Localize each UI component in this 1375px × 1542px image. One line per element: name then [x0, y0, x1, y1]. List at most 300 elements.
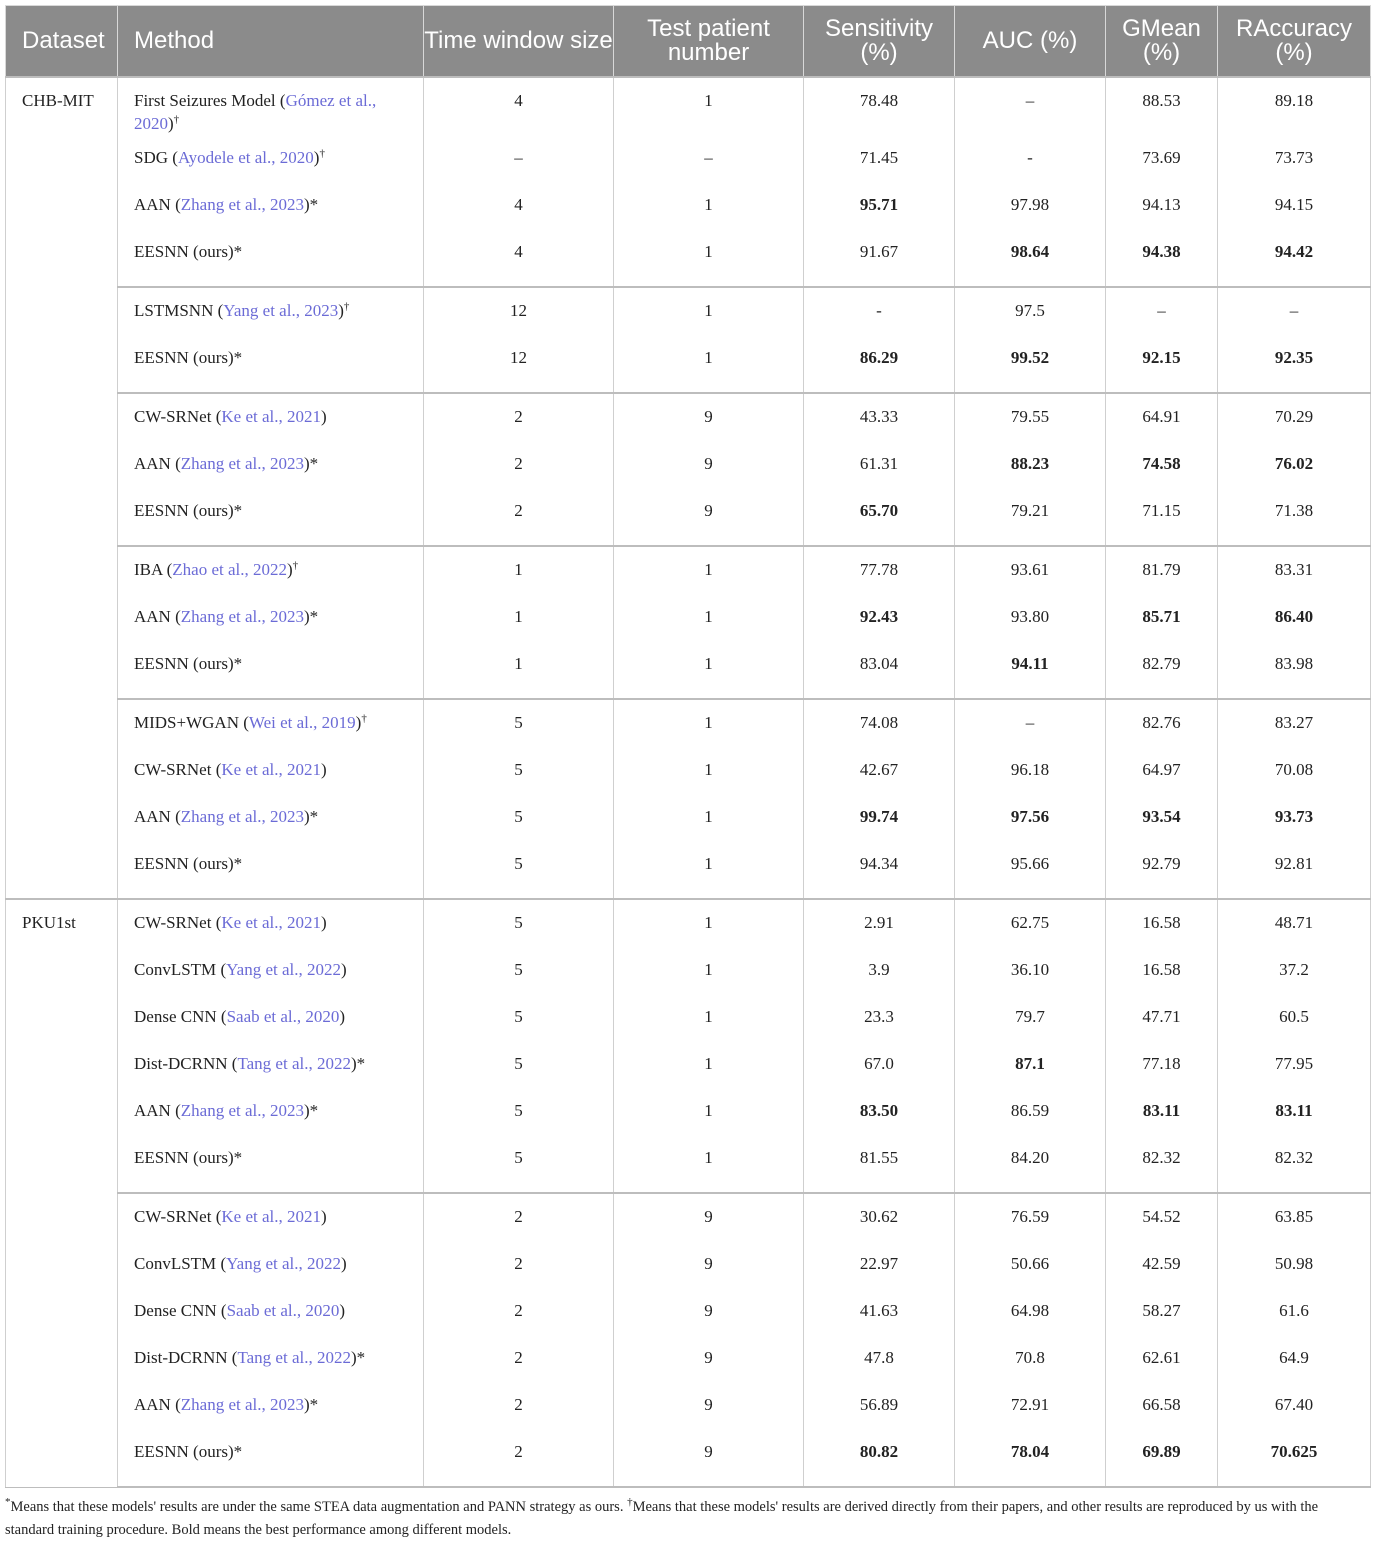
results-table — [5, 5, 1371, 1488]
citation-link[interactable]: Tang et al., 2022 — [237, 1348, 351, 1367]
value-cell-tp: 9 — [614, 1193, 804, 1241]
table-row — [6, 994, 1371, 1041]
value-cell-racc: 73.73 — [1218, 135, 1371, 182]
value-cell-tp: 9 — [614, 1335, 804, 1382]
method-mark: * — [309, 1101, 319, 1120]
table-row — [6, 441, 1371, 488]
value-cell-racc: 83.27 — [1218, 699, 1371, 747]
results-table-body — [6, 77, 1371, 1487]
value-cell-tw: 5 — [424, 747, 614, 794]
value-cell-racc: 61.6 — [1218, 1288, 1371, 1335]
method-cell: Dist-DCRNN (Tang et al., 2022)* — [118, 1041, 424, 1088]
value-cell-tw: 2 — [424, 1193, 614, 1241]
value-cell-auc: 93.80 — [955, 594, 1106, 641]
table-row — [6, 287, 1371, 335]
value-cell-sens: 80.82 — [804, 1429, 955, 1487]
value-cell-tp: 1 — [614, 1088, 804, 1135]
value-cell-gmean: 42.59 — [1106, 1241, 1218, 1288]
table-row — [6, 841, 1371, 899]
method-cell: LSTMSNN (Yang et al., 2023)† — [118, 287, 424, 335]
method-cell: Dist-DCRNN (Tang et al., 2022)* — [118, 1335, 424, 1382]
value-cell-gmean: 69.89 — [1106, 1429, 1218, 1487]
value-cell-auc: – — [955, 699, 1106, 747]
value-cell-sens: 47.8 — [804, 1335, 955, 1382]
value-cell-tp: 1 — [614, 77, 804, 135]
value-cell-sens: - — [804, 287, 955, 335]
citation-link[interactable]: Ke et al., 2021 — [221, 407, 321, 426]
method-cell: MIDS+WGAN (Wei et al., 2019)† — [118, 699, 424, 747]
method-cell — [118, 335, 424, 393]
method-cell: AAN (Zhang et al., 2023)* — [118, 594, 424, 641]
citation-link[interactable]: Tang et al., 2022 — [237, 1054, 351, 1073]
value-cell-tw: 2 — [424, 1335, 614, 1382]
value-cell-racc: 94.42 — [1218, 229, 1371, 287]
value-cell-tw: 4 — [424, 182, 614, 229]
value-cell-racc: 83.11 — [1218, 1088, 1371, 1135]
value-cell-tw: 5 — [424, 899, 614, 947]
header-dataset: Dataset — [6, 6, 118, 78]
value-cell-gmean: 64.97 — [1106, 747, 1218, 794]
value-cell-racc: 86.40 — [1218, 594, 1371, 641]
method-cell: ConvLSTM (Yang et al., 2022) — [118, 947, 424, 994]
value-cell-tp: 1 — [614, 699, 804, 747]
value-cell-gmean: 16.58 — [1106, 947, 1218, 994]
citation-link[interactable]: Yang et al., 2022 — [226, 1254, 342, 1273]
value-cell-gmean: 74.58 — [1106, 441, 1218, 488]
method-mark: † — [361, 712, 367, 725]
method-cell — [118, 229, 424, 287]
value-cell-tp: 1 — [614, 899, 804, 947]
value-cell-tp: 9 — [614, 1288, 804, 1335]
value-cell-gmean: 77.18 — [1106, 1041, 1218, 1088]
value-cell-sens: 83.04 — [804, 641, 955, 699]
value-cell-tw: 1 — [424, 546, 614, 594]
header-auc: AUC (%) — [955, 6, 1106, 78]
value-cell-sens: 71.45 — [804, 135, 955, 182]
method-mark: * — [356, 1054, 366, 1073]
value-cell-auc: 95.66 — [955, 841, 1106, 899]
citation-link[interactable]: Zhao et al., 2022 — [172, 560, 287, 579]
method-name: EESNN (ours) — [134, 1148, 234, 1167]
method-name: EESNN (ours) — [134, 1442, 234, 1461]
dataset-cell: PKU1st — [6, 899, 118, 1487]
value-cell-tw: 4 — [424, 229, 614, 287]
table-row — [6, 794, 1371, 841]
table-row — [6, 699, 1371, 747]
citation-link[interactable]: Ke et al., 2021 — [221, 1207, 321, 1226]
value-cell-tp: 1 — [614, 594, 804, 641]
value-cell-tp: 1 — [614, 182, 804, 229]
value-cell-racc: 83.31 — [1218, 546, 1371, 594]
value-cell-sens: 41.63 — [804, 1288, 955, 1335]
value-cell-tp: 1 — [614, 947, 804, 994]
method-mark: * — [309, 807, 319, 826]
value-cell-auc: 99.52 — [955, 335, 1106, 393]
method-cell: IBA (Zhao et al., 2022)† — [118, 546, 424, 594]
value-cell-auc: 79.7 — [955, 994, 1106, 1041]
value-cell-gmean: 47.71 — [1106, 994, 1218, 1041]
method-name: AAN — [134, 1101, 171, 1120]
method-name: MIDS+WGAN — [134, 713, 239, 732]
citation-link[interactable]: Yang et al., 2023 — [223, 301, 339, 320]
value-cell-tw: – — [424, 135, 614, 182]
value-cell-tw: 1 — [424, 641, 614, 699]
value-cell-auc: 36.10 — [955, 947, 1106, 994]
value-cell-sens: 95.71 — [804, 182, 955, 229]
header-sensitivity: Sensitivity (%) — [804, 6, 955, 78]
citation-link[interactable]: Zhang et al., 2023 — [180, 454, 304, 473]
value-cell-auc: 98.64 — [955, 229, 1106, 287]
method-cell: SDG (Ayodele et al., 2020)† — [118, 135, 424, 182]
value-cell-auc: 72.91 — [955, 1382, 1106, 1429]
value-cell-tp: 9 — [614, 1429, 804, 1487]
method-mark: † — [292, 559, 299, 572]
method-name: SDG — [134, 148, 169, 167]
header-gmean: GMean (%) — [1106, 6, 1218, 78]
method-name: EESNN (ours) — [134, 348, 234, 367]
table-row — [6, 947, 1371, 994]
value-cell-tw: 5 — [424, 1135, 614, 1193]
method-cell: AAN (Zhang et al., 2023)* — [118, 794, 424, 841]
value-cell-gmean: 88.53 — [1106, 77, 1218, 135]
table-row — [6, 1041, 1371, 1088]
method-name: First Seizures Model — [134, 91, 276, 110]
value-cell-gmean: 62.61 — [1106, 1335, 1218, 1382]
table-row — [6, 899, 1371, 947]
value-cell-auc: 86.59 — [955, 1088, 1106, 1135]
method-name: EESNN (ours) — [134, 854, 234, 873]
method-name: EESNN (ours) — [134, 501, 234, 520]
footnote-dagger-mark: † — [627, 1496, 633, 1509]
value-cell-gmean: 83.11 — [1106, 1088, 1218, 1135]
value-cell-gmean: 82.76 — [1106, 699, 1218, 747]
value-cell-sens: 78.48 — [804, 77, 955, 135]
citation-link[interactable]: Zhang et al., 2023 — [180, 1395, 304, 1414]
value-cell-sens: 65.70 — [804, 488, 955, 546]
citation-link[interactable]: Gómez et al., 2020 — [134, 91, 377, 133]
value-cell-tp: 9 — [614, 393, 804, 441]
value-cell-gmean: 16.58 — [1106, 899, 1218, 947]
method-cell: CW-SRNet (Ke et al., 2021) — [118, 393, 424, 441]
value-cell-tp: 1 — [614, 641, 804, 699]
value-cell-sens: 86.29 — [804, 335, 955, 393]
value-cell-tp: 1 — [614, 794, 804, 841]
value-cell-racc: 70.625 — [1218, 1429, 1371, 1487]
value-cell-racc: 50.98 — [1218, 1241, 1371, 1288]
method-name: AAN — [134, 1395, 171, 1414]
table-row — [6, 1241, 1371, 1288]
value-cell-sens: 81.55 — [804, 1135, 955, 1193]
method-name: Dist-DCRNN — [134, 1054, 228, 1073]
citation-link[interactable]: Zhang et al., 2023 — [180, 1101, 304, 1120]
value-cell-tp: 9 — [614, 441, 804, 488]
method-cell: Dense CNN (Saab et al., 2020) — [118, 1288, 424, 1335]
table-row — [6, 1193, 1371, 1241]
value-cell-gmean: 58.27 — [1106, 1288, 1218, 1335]
value-cell-racc: 37.2 — [1218, 947, 1371, 994]
method-name: Dense CNN — [134, 1301, 217, 1320]
value-cell-tw: 2 — [424, 1241, 614, 1288]
value-cell-racc: 93.73 — [1218, 794, 1371, 841]
value-cell-sens: 2.91 — [804, 899, 955, 947]
value-cell-gmean: 54.52 — [1106, 1193, 1218, 1241]
value-cell-tw: 5 — [424, 794, 614, 841]
value-cell-tw: 2 — [424, 488, 614, 546]
value-cell-racc: 67.40 — [1218, 1382, 1371, 1429]
method-name: CW-SRNet — [134, 407, 212, 426]
value-cell-auc: 62.75 — [955, 899, 1106, 947]
value-cell-tp: 1 — [614, 287, 804, 335]
method-mark: * — [233, 1442, 243, 1461]
value-cell-auc: 94.11 — [955, 641, 1106, 699]
value-cell-auc: – — [955, 77, 1106, 135]
value-cell-tp: 1 — [614, 335, 804, 393]
value-cell-sens: 23.3 — [804, 994, 955, 1041]
value-cell-gmean: 81.79 — [1106, 546, 1218, 594]
value-cell-gmean: 82.79 — [1106, 641, 1218, 699]
method-mark: * — [309, 195, 319, 214]
method-cell: AAN (Zhang et al., 2023)* — [118, 1382, 424, 1429]
method-mark: * — [356, 1348, 366, 1367]
method-mark: † — [343, 300, 350, 313]
value-cell-gmean: 66.58 — [1106, 1382, 1218, 1429]
value-cell-racc: 92.81 — [1218, 841, 1371, 899]
value-cell-tw: 2 — [424, 1429, 614, 1487]
value-cell-sens: 56.89 — [804, 1382, 955, 1429]
value-cell-gmean: 85.71 — [1106, 594, 1218, 641]
value-cell-auc: 79.55 — [955, 393, 1106, 441]
value-cell-tw: 5 — [424, 947, 614, 994]
method-mark: † — [319, 147, 325, 160]
value-cell-auc: 70.8 — [955, 1335, 1106, 1382]
value-cell-tw: 12 — [424, 335, 614, 393]
value-cell-sens: 74.08 — [804, 699, 955, 747]
value-cell-racc: 83.98 — [1218, 641, 1371, 699]
method-mark: † — [173, 113, 180, 126]
value-cell-tw: 5 — [424, 699, 614, 747]
method-cell — [118, 1429, 424, 1487]
method-name: ConvLSTM — [134, 1254, 217, 1273]
value-cell-racc: 70.29 — [1218, 393, 1371, 441]
value-cell-tp: 9 — [614, 1382, 804, 1429]
value-cell-auc: 97.56 — [955, 794, 1106, 841]
value-cell-auc: 97.5 — [955, 287, 1106, 335]
header-test-patient: Test patient number — [614, 6, 804, 78]
value-cell-racc: – — [1218, 287, 1371, 335]
method-cell: First Seizures Model (Gómez et al., 2020)† — [118, 77, 424, 135]
method-cell: AAN (Zhang et al., 2023)* — [118, 1088, 424, 1135]
value-cell-tw: 2 — [424, 393, 614, 441]
value-cell-racc: 71.38 — [1218, 488, 1371, 546]
value-cell-tw: 4 — [424, 77, 614, 135]
method-mark: * — [309, 454, 319, 473]
dataset-cell: CHB-MIT — [6, 77, 118, 899]
table-row — [6, 1335, 1371, 1382]
value-cell-racc: 82.32 — [1218, 1135, 1371, 1193]
value-cell-gmean: 92.79 — [1106, 841, 1218, 899]
value-cell-tw: 2 — [424, 441, 614, 488]
method-cell: CW-SRNet (Ke et al., 2021) — [118, 1193, 424, 1241]
header-time-window: Time window size — [424, 6, 614, 78]
value-cell-tw: 1 — [424, 594, 614, 641]
value-cell-tw: 2 — [424, 1288, 614, 1335]
table-row — [6, 135, 1371, 182]
method-name: IBA — [134, 560, 163, 579]
value-cell-gmean: 64.91 — [1106, 393, 1218, 441]
value-cell-tp: 1 — [614, 1135, 804, 1193]
table-row — [6, 1135, 1371, 1193]
header-method: Method — [118, 6, 424, 78]
value-cell-auc: 84.20 — [955, 1135, 1106, 1193]
value-cell-gmean: 71.15 — [1106, 488, 1218, 546]
value-cell-racc: 76.02 — [1218, 441, 1371, 488]
method-cell — [118, 488, 424, 546]
value-cell-gmean: 82.32 — [1106, 1135, 1218, 1193]
method-cell: AAN (Zhang et al., 2023)* — [118, 182, 424, 229]
method-mark: * — [233, 242, 243, 261]
value-cell-tp: 1 — [614, 747, 804, 794]
method-name: AAN — [134, 607, 171, 626]
value-cell-gmean: 73.69 — [1106, 135, 1218, 182]
citation-link[interactable]: Zhang et al., 2023 — [180, 195, 304, 214]
value-cell-racc: 70.08 — [1218, 747, 1371, 794]
citation-link[interactable]: Ke et al., 2021 — [221, 760, 321, 779]
table-row — [6, 747, 1371, 794]
value-cell-tw: 12 — [424, 287, 614, 335]
value-cell-sens: 22.97 — [804, 1241, 955, 1288]
value-cell-auc: 88.23 — [955, 441, 1106, 488]
table-row — [6, 641, 1371, 699]
value-cell-sens: 94.34 — [804, 841, 955, 899]
table-row — [6, 1288, 1371, 1335]
header-row — [6, 6, 1371, 78]
method-mark: * — [233, 348, 243, 367]
method-mark: * — [309, 1395, 319, 1414]
citation-link[interactable]: Yang et al., 2022 — [226, 960, 342, 979]
value-cell-auc: 97.98 — [955, 182, 1106, 229]
value-cell-racc: 77.95 — [1218, 1041, 1371, 1088]
value-cell-tp: 9 — [614, 1241, 804, 1288]
citation-link[interactable]: Zhang et al., 2023 — [180, 807, 304, 826]
method-cell: CW-SRNet (Ke et al., 2021) — [118, 899, 424, 947]
method-mark: * — [233, 654, 243, 673]
method-mark: * — [309, 607, 319, 626]
table-row — [6, 1382, 1371, 1429]
table-row — [6, 546, 1371, 594]
value-cell-tw: 2 — [424, 1382, 614, 1429]
footnote-star-text: Means that these models' results are under the same STEA data augmentation and PANN strategy as ours. — [10, 1499, 624, 1515]
value-cell-gmean: 92.15 — [1106, 335, 1218, 393]
value-cell-tw: 5 — [424, 1088, 614, 1135]
method-name: AAN — [134, 195, 171, 214]
table-row — [6, 488, 1371, 546]
value-cell-sens: 67.0 — [804, 1041, 955, 1088]
method-name: CW-SRNet — [134, 1207, 212, 1226]
value-cell-gmean: 93.54 — [1106, 794, 1218, 841]
value-cell-gmean: 94.38 — [1106, 229, 1218, 287]
citation-link[interactable]: Saab et al., 2020 — [226, 1007, 340, 1026]
value-cell-racc: 92.35 — [1218, 335, 1371, 393]
value-cell-auc: 76.59 — [955, 1193, 1106, 1241]
citation-link[interactable]: Wei et al., 2019 — [248, 713, 356, 732]
value-cell-sens: 91.67 — [804, 229, 955, 287]
method-mark: * — [233, 501, 243, 520]
value-cell-racc: 89.18 — [1218, 77, 1371, 135]
table-row — [6, 182, 1371, 229]
method-name: CW-SRNet — [134, 760, 212, 779]
footnote-star-mark: * — [5, 1496, 11, 1509]
value-cell-tp: 1 — [614, 1041, 804, 1088]
method-name: Dense CNN — [134, 1007, 217, 1026]
method-name: ConvLSTM — [134, 960, 217, 979]
method-mark: * — [233, 854, 243, 873]
value-cell-sens: 42.67 — [804, 747, 955, 794]
table-row — [6, 393, 1371, 441]
value-cell-gmean: – — [1106, 287, 1218, 335]
table-row — [6, 335, 1371, 393]
value-cell-tp: – — [614, 135, 804, 182]
method-cell — [118, 641, 424, 699]
results-table-figure — [5, 5, 1370, 1542]
value-cell-auc: 93.61 — [955, 546, 1106, 594]
method-mark: * — [233, 1148, 243, 1167]
value-cell-racc: 94.15 — [1218, 182, 1371, 229]
method-cell: CW-SRNet (Ke et al., 2021) — [118, 747, 424, 794]
table-row — [6, 1429, 1371, 1487]
footnote-dagger-text: Means that these models' results are derived directly from their papers, and other results are reproduced by us with the standard training procedure. Bold means the best performance among different models. — [5, 1499, 1319, 1538]
table-row — [6, 1088, 1371, 1135]
method-cell: ConvLSTM (Yang et al., 2022) — [118, 1241, 424, 1288]
value-cell-tp: 1 — [614, 229, 804, 287]
method-name: AAN — [134, 454, 171, 473]
value-cell-racc: 60.5 — [1218, 994, 1371, 1041]
value-cell-auc: 96.18 — [955, 747, 1106, 794]
citation-link[interactable]: Zhang et al., 2023 — [180, 607, 304, 626]
method-cell — [118, 1135, 424, 1193]
value-cell-auc: 78.04 — [955, 1429, 1106, 1487]
header-raccuracy: RAccuracy (%) — [1218, 6, 1371, 78]
value-cell-sens: 3.9 — [804, 947, 955, 994]
value-cell-sens: 43.33 — [804, 393, 955, 441]
value-cell-racc: 48.71 — [1218, 899, 1371, 947]
citation-link[interactable]: Ke et al., 2021 — [221, 913, 321, 932]
method-name: AAN — [134, 807, 171, 826]
value-cell-sens: 99.74 — [804, 794, 955, 841]
table-row — [6, 77, 1371, 135]
method-cell: Dense CNN (Saab et al., 2020) — [118, 994, 424, 1041]
value-cell-tp: 9 — [614, 488, 804, 546]
method-name: CW-SRNet — [134, 913, 212, 932]
value-cell-sens: 30.62 — [804, 1193, 955, 1241]
value-cell-tp: 1 — [614, 994, 804, 1041]
method-cell — [118, 841, 424, 899]
value-cell-auc: 50.66 — [955, 1241, 1106, 1288]
table-row — [6, 594, 1371, 641]
value-cell-sens: 83.50 — [804, 1088, 955, 1135]
value-cell-auc: 87.1 — [955, 1041, 1106, 1088]
value-cell-tw: 5 — [424, 1041, 614, 1088]
citation-link[interactable]: Saab et al., 2020 — [226, 1301, 340, 1320]
value-cell-gmean: 94.13 — [1106, 182, 1218, 229]
table-footnote — [5, 1496, 1370, 1542]
method-name: Dist-DCRNN — [134, 1348, 228, 1367]
method-name: LSTMSNN — [134, 301, 214, 320]
value-cell-racc: 64.9 — [1218, 1335, 1371, 1382]
citation-link[interactable]: Ayodele et al., 2020 — [177, 148, 314, 167]
value-cell-sens: 92.43 — [804, 594, 955, 641]
table-row — [6, 229, 1371, 287]
value-cell-racc: 63.85 — [1218, 1193, 1371, 1241]
